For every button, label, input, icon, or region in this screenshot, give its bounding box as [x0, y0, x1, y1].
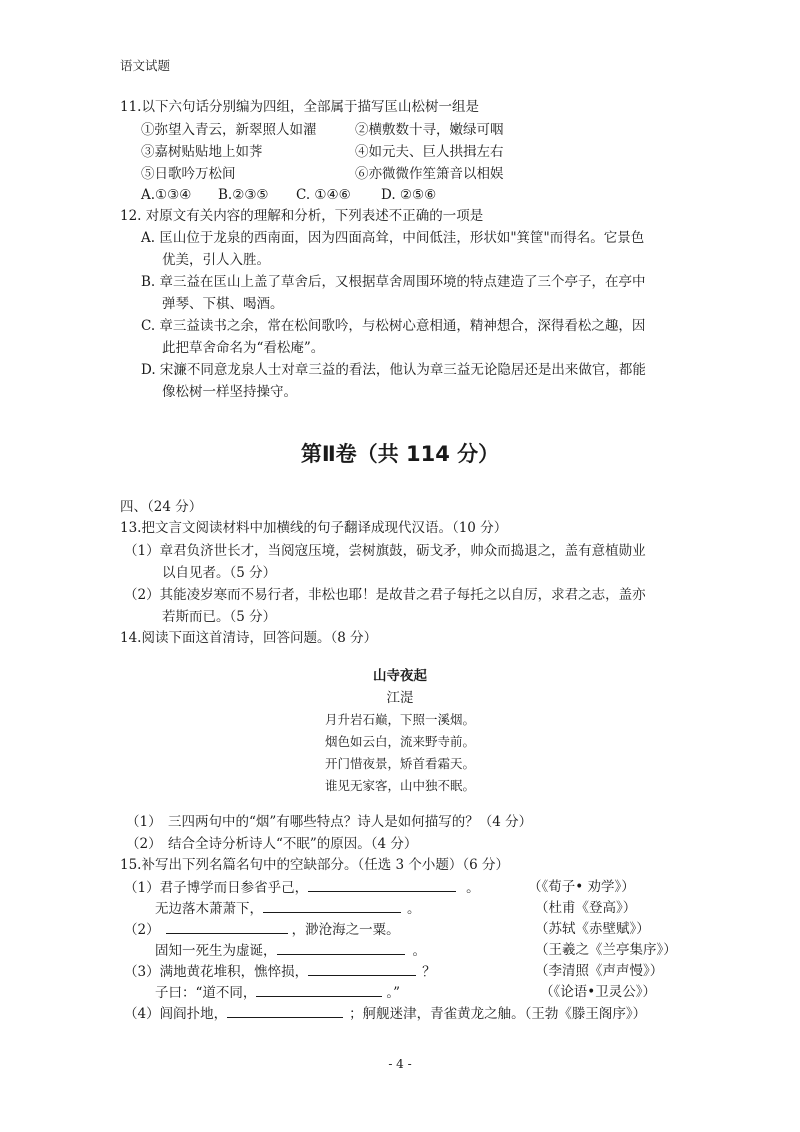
answer-blank[interactable] [308, 961, 416, 976]
answer-blank[interactable] [227, 1003, 343, 1018]
q15-row-source: （王羲之《兰亭集序》） [535, 942, 677, 958]
q11-item-1: ①弥望入青云，新翠照人如濯 [141, 122, 317, 138]
q12-option-b-line1: B. 章三益在匡山上盖了草舍后，又根据草舍周围环境的特点建造了三个亭子，在亭中 [141, 274, 646, 290]
q14-sub1-num: （1） [126, 814, 162, 830]
q15-row-prefix: （4）闾阎扑地， [124, 1006, 228, 1022]
q11-item-2: ②横敷数十寻，嫩绿可咽 [355, 122, 504, 138]
q12-option-a-line2: 优美，引人入胜。 [162, 252, 270, 268]
answer-blank[interactable] [277, 940, 405, 955]
q15-row-source: （《荀子• 劝学》） [528, 879, 635, 895]
q15-row-suffix: ？ [422, 964, 436, 980]
q15-row-prefix: （2） [124, 922, 160, 938]
answer-blank[interactable] [256, 982, 382, 997]
answer-blank[interactable] [166, 919, 288, 934]
q15-row-suffix: ；舸舰迷津，青雀黄龙之舳。 [349, 1006, 525, 1022]
q13-stem: 13.把文言文阅读材料中加横线的句子翻译成现代汉语。（10 分） [120, 520, 508, 536]
page-number: - 4 - [388, 1057, 412, 1071]
q15-row-suffix: 。” [386, 985, 401, 1001]
q15-row-suffix: 。 [407, 901, 421, 917]
q15-row [124, 877, 480, 898]
q15-row-source: （苏轼《赤壁赋》） [535, 921, 650, 937]
q12-stem: 12. 对原文有关内容的理解和分析，下列表述不正确的一项是 [120, 208, 484, 224]
q11-item-5: ⑤日歌吟万松间 [141, 166, 236, 182]
q15-row-prefix: （3）满地黄花堆积，憔悴损， [124, 964, 309, 980]
q11-stem: 11.以下六句话分别编为四组，全部属于描写匡山松树一组是 [120, 99, 479, 115]
q11-option-d: D. ②⑤⑥ [381, 187, 437, 203]
q15-row [124, 919, 400, 940]
q15-row [155, 940, 426, 961]
q15-row-source: （《论语•卫灵公》） [540, 984, 656, 1000]
q15-row-suffix: 。 [412, 943, 426, 959]
answer-blank[interactable] [308, 877, 456, 892]
q12-option-c-line2: 此把草舍命名为“看松庵”。 [162, 340, 325, 356]
q15-row [155, 898, 421, 919]
q14-sub2-num: （2） [126, 836, 162, 852]
q13-sentence2-line2: 若斯而已。（5 分） [162, 609, 277, 625]
q12-option-d-line2: 像松树一样坚持操守。 [162, 384, 297, 400]
q15-row-prefix: 无边落木萧萧下， [155, 901, 263, 917]
q15-row [155, 982, 400, 1003]
header-subject: 语文试题 [120, 58, 171, 73]
q15-row [124, 1003, 646, 1024]
poem-line-2: 烟色如云白，流来野寺前。 [324, 734, 475, 749]
q11-option-a: A.①③④ [141, 187, 192, 203]
q11-item-4: ④如元夫、巨人拱揖左右 [355, 144, 504, 160]
q13-sentence2-line1: （2）其能凌岁寒而不易行者，非松也耶！是故昔之君子每托之以自厉，求君之志，盖亦 [124, 587, 646, 603]
q15-row-prefix: 子曰：“道不同， [155, 985, 257, 1001]
q13-sentence1-line1: （1）章君负济世长才，当阅寇压境，尝树旗鼓，砺戈矛，帅众而捣退之，盖有意植勋业 [124, 543, 646, 559]
q15-row-suffix: 。 [466, 880, 480, 896]
poem-author: 江湜 [386, 690, 414, 706]
section-title: 第Ⅱ卷（共 114 分） [300, 442, 500, 466]
q11-option-b: B.②③⑤ [218, 187, 269, 203]
q15-row-source: （李清照《声声慢》） [535, 963, 664, 979]
q12-option-d-line1: D. 宋濂不同意龙泉人士对章三益的看法，他认为章三益无论隐居还是出来做官，都能 [141, 362, 646, 378]
q15-row-source: （杜甫《登高》） [535, 900, 637, 916]
poem-title: 山寺夜起 [373, 668, 427, 684]
q15-row-prefix: （1）君子博学而日参省乎己， [124, 880, 309, 896]
answer-blank[interactable] [263, 898, 401, 913]
q15-row [124, 961, 436, 982]
poem-line-3: 开门惜夜景，矫首看霜天。 [324, 756, 475, 771]
q13-sentence1-line2: 以自见者。（5 分） [162, 565, 277, 581]
q15-row-prefix: 固知一死生为虚诞， [155, 943, 277, 959]
q11-item-3: ③嘉树贴贴地上如荠 [141, 144, 263, 160]
q12-option-b-line2: 弹琴、下棋、喝酒。 [162, 296, 284, 312]
q12-option-a-line1: A. 匡山位于龙泉的西南面，因为四面高耸，中间低洼，形状如"箕筐"而得名。它景色 [141, 230, 645, 246]
q15-row-suffix: ，渺沧海之一粟。 [291, 922, 400, 938]
poem-line-1: 月升岩石巅，下照一溪烟。 [324, 712, 475, 727]
poem-line-4: 谁见无家客，山中独不眠。 [324, 778, 475, 793]
q15-stem: 15.补写出下列名篇名句中的空缺部分。（任选 3 个小题）（6 分） [120, 857, 510, 873]
q11-option-c: C. ①④⑥ [296, 187, 351, 203]
part4-label: 四、（24 分） [120, 499, 203, 515]
q14-stem: 14.阅读下面这首清诗，回答问题。（8 分） [120, 630, 378, 646]
q12-option-c-line1: C. 章三益读书之余，常在松间歌吟，与松树心意相通，精神想合，深得看松之趣，因 [141, 318, 646, 334]
q14-sub1-text: 三四两句中的“烟”有哪些特点？诗人是如何描写的？（4 分） [168, 814, 533, 830]
q15-row-source: （王勃《滕王阁序》） [524, 1006, 647, 1022]
q14-sub2-text: 结合全诗分析诗人“不眠”的原因。（4 分） [168, 836, 418, 852]
q11-item-6: ⑥亦微微作笙箫音以相娱 [355, 166, 504, 182]
